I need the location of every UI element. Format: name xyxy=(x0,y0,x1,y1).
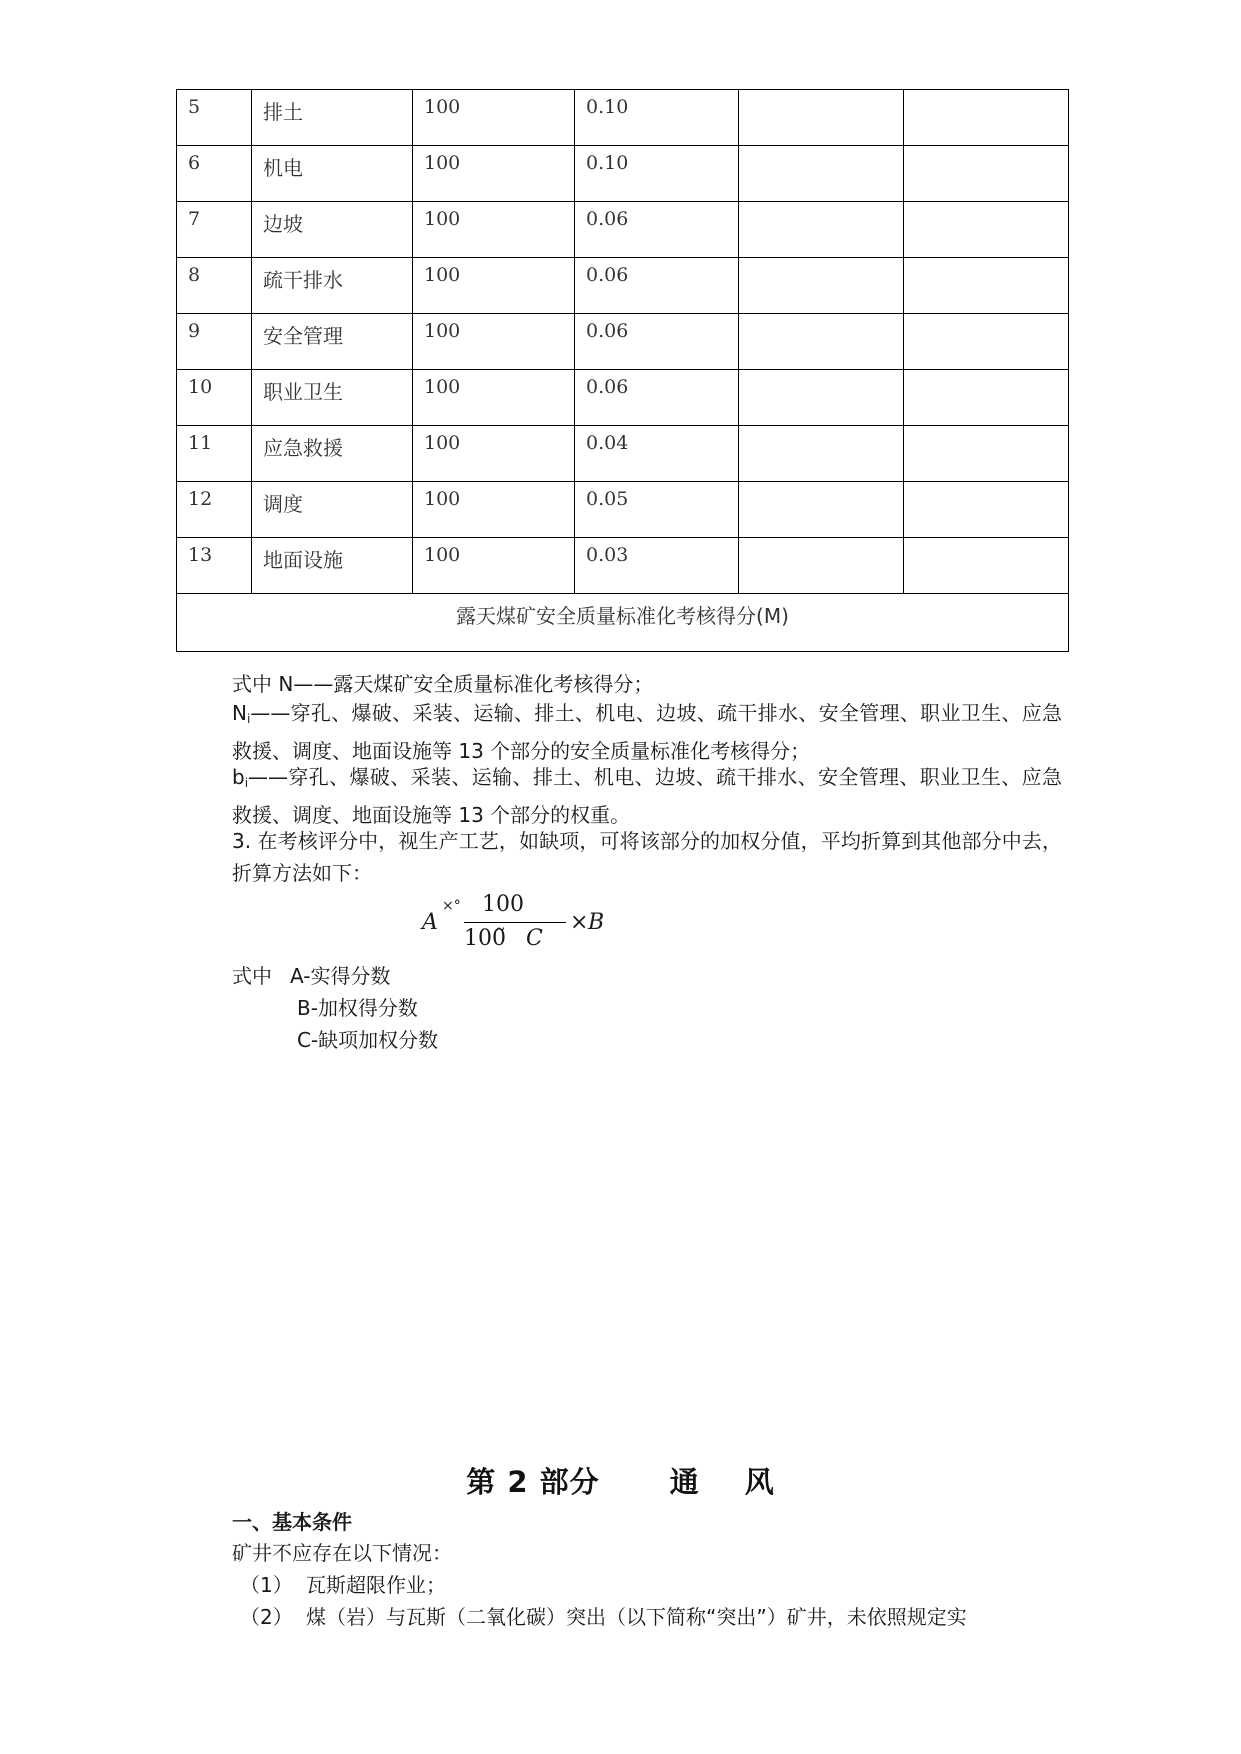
row-standard-score: 100 xyxy=(413,314,575,370)
row-number: 13 xyxy=(177,538,252,594)
row-item-name: 安全管理 xyxy=(252,314,413,370)
row-empty-cell xyxy=(739,146,904,202)
legend-c: C-缺项加权分数 xyxy=(297,1028,439,1052)
ni-subscript: i xyxy=(246,712,251,726)
row-empty-cell xyxy=(904,538,1069,594)
row-empty-cell xyxy=(904,426,1069,482)
table-row xyxy=(177,90,1069,146)
legend-a-text: A-实得分数 xyxy=(290,964,391,988)
row-number: 7 xyxy=(177,202,252,258)
table-total-row xyxy=(177,594,1069,652)
row-standard-score: 100 xyxy=(413,482,575,538)
list-item-mark: （1） xyxy=(240,1573,293,1597)
formula-lhs: A xyxy=(422,910,438,935)
row-empty-cell xyxy=(739,202,904,258)
row-number: 12 xyxy=(177,482,252,538)
table-row xyxy=(177,314,1069,370)
row-item-name: 疏干排水 xyxy=(252,258,413,314)
row-number: 9 xyxy=(177,314,252,370)
formula-times: × xyxy=(570,910,589,935)
row-weight: 0.04 xyxy=(575,426,739,482)
table-row xyxy=(177,258,1069,314)
row-weight: 0.06 xyxy=(575,202,739,258)
row-standard-score: 100 xyxy=(413,538,575,594)
row-empty-cell xyxy=(904,258,1069,314)
row-empty-cell xyxy=(739,90,904,146)
row-weight: 0.06 xyxy=(575,314,739,370)
row-weight: 0.05 xyxy=(575,482,739,538)
note-n-definition: 式中 N——露天煤矿安全质量标准化考核得分； xyxy=(232,672,654,696)
formula-denominator: 100̃ xyxy=(464,926,506,951)
row-item-name: 边坡 xyxy=(252,202,413,258)
table-row xyxy=(177,538,1069,594)
note-bi-definition xyxy=(232,761,1062,831)
row-empty-cell xyxy=(904,314,1069,370)
row-number: 10 xyxy=(177,370,252,426)
row-empty-cell xyxy=(739,258,904,314)
formula-fraction-bar xyxy=(464,922,566,923)
table-row xyxy=(177,426,1069,482)
part-title-char-1: 通 xyxy=(669,1465,700,1499)
section-intro: 矿井不应存在以下情况： xyxy=(232,1541,452,1565)
list-item-text: 煤（岩）与瓦斯（二氧化碳）突出（以下简称“突出”）矿井，未依照规定实 xyxy=(306,1605,967,1629)
row-number: 5 xyxy=(177,90,252,146)
row-item-name: 调度 xyxy=(252,482,413,538)
formula-symbol: ×° xyxy=(442,898,461,914)
row-item-name: 排土 xyxy=(252,90,413,146)
formula-denominator-var: C xyxy=(526,926,543,951)
row-empty-cell xyxy=(739,314,904,370)
list-item xyxy=(240,1569,446,1598)
ni-symbol: N xyxy=(232,701,247,725)
bi-symbol: b xyxy=(232,765,245,789)
row-item-name: 地面设施 xyxy=(252,538,413,594)
total-score-label: 露天煤矿安全质量标准化考核得分(M) xyxy=(177,594,1069,652)
score-table-body xyxy=(177,90,1069,652)
legend-a xyxy=(232,960,390,989)
row-weight: 0.10 xyxy=(575,90,739,146)
row-standard-score: 100 xyxy=(413,370,575,426)
row-empty-cell xyxy=(904,146,1069,202)
row-standard-score: 100 xyxy=(413,426,575,482)
row-item-name: 应急救援 xyxy=(252,426,413,482)
item-3-paragraph: 3. 在考核评分中，视生产工艺，如缺项，可将该部分的加权分值，平均折算到其他部分中去，折算方法如下： xyxy=(232,829,1062,885)
list-item-mark: （2） xyxy=(240,1605,293,1629)
bi-text: ——穿孔、爆破、采装、运输、排土、机电、边坡、疏干排水、安全管理、职业卫生、应急救援、调度、地面设施等 13 个部分的权重。 xyxy=(232,765,1062,827)
part-title xyxy=(0,1460,1241,1501)
row-standard-score: 100 xyxy=(413,146,575,202)
ni-text: ——穿孔、爆破、采装、运输、排土、机电、边坡、疏干排水、安全管理、职业卫生、应急救援、调度、地面设施等 13 个部分的安全质量标准化考核得分； xyxy=(232,701,1062,763)
row-empty-cell xyxy=(739,426,904,482)
formula-numerator: 100 xyxy=(482,892,524,917)
list-item xyxy=(240,1601,967,1630)
legend-b: B-加权得分数 xyxy=(297,996,418,1020)
section-heading: 一、基本条件 xyxy=(232,1510,352,1534)
bi-subscript: i xyxy=(244,776,249,790)
row-empty-cell xyxy=(739,482,904,538)
row-empty-cell xyxy=(739,370,904,426)
row-empty-cell xyxy=(739,538,904,594)
row-weight: 0.06 xyxy=(575,370,739,426)
formula-rhs: B xyxy=(588,910,605,935)
score-table xyxy=(176,89,1069,652)
row-empty-cell xyxy=(904,90,1069,146)
row-standard-score: 100 xyxy=(413,258,575,314)
row-weight: 0.10 xyxy=(575,146,739,202)
table-row xyxy=(177,202,1069,258)
table-row xyxy=(177,146,1069,202)
row-number: 6 xyxy=(177,146,252,202)
legend-prefix: 式中 xyxy=(232,964,272,988)
row-number: 11 xyxy=(177,426,252,482)
table-row xyxy=(177,482,1069,538)
note-ni-definition xyxy=(232,697,1062,767)
table-row xyxy=(177,370,1069,426)
row-empty-cell xyxy=(904,482,1069,538)
row-weight: 0.06 xyxy=(575,258,739,314)
formula xyxy=(420,890,620,960)
list-item-text: 瓦斯超限作业； xyxy=(306,1573,446,1597)
part-title-char-2: 风 xyxy=(744,1465,775,1499)
row-weight: 0.03 xyxy=(575,538,739,594)
part-number: 第 2 部分 xyxy=(466,1465,600,1499)
row-number: 8 xyxy=(177,258,252,314)
row-empty-cell xyxy=(904,202,1069,258)
row-item-name: 职业卫生 xyxy=(252,370,413,426)
row-item-name: 机电 xyxy=(252,146,413,202)
row-standard-score: 100 xyxy=(413,202,575,258)
row-empty-cell xyxy=(904,370,1069,426)
row-standard-score: 100 xyxy=(413,90,575,146)
